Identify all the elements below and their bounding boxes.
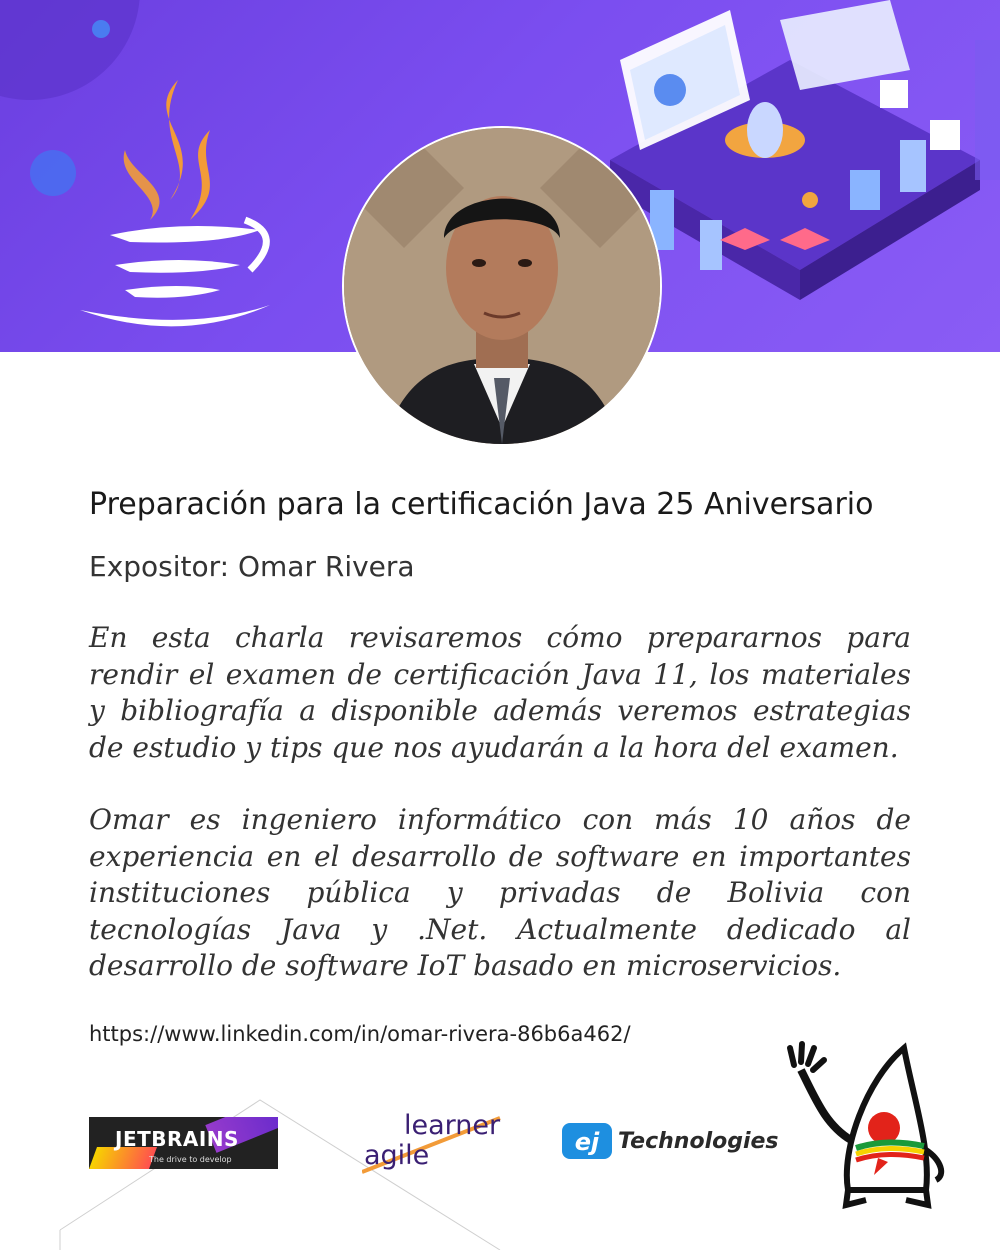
speaker-portrait xyxy=(342,126,662,446)
speaker-name: Expositor: Omar Rivera xyxy=(89,550,415,583)
agile-learner-bottom: agile xyxy=(364,1140,430,1171)
jetbrains-logo xyxy=(89,1117,278,1169)
ej-mark-text: ej xyxy=(574,1128,600,1156)
java-logo-icon xyxy=(70,70,290,340)
ej-technologies-logo xyxy=(562,1123,779,1163)
banner-dot xyxy=(92,20,110,38)
event-title: Preparación para la certificación Java 25 Aniversario xyxy=(89,487,874,522)
speaker-bio: Omar es ingeniero informático con más 10 años de experiencia en el desarrollo de software en importantes instituciones pública y privadas de Bolivia con tecnologías Java y .Net. Actualmente dedicado al desarrollo de software IoT basado en microservicios. xyxy=(89,803,911,982)
agile-learner-logo xyxy=(362,1110,502,1180)
talk-description: En esta charla revisaremos cómo prepararnos para rendir el examen de certificación Java 11, los materiales y bibliografía a disponible además veremos estrategias de estudio y tips que nos ayudarán a la hora del examen. xyxy=(89,621,911,764)
duke-mascot-icon xyxy=(786,1040,956,1210)
linkedin-link[interactable]: https://www.linkedin.com/in/omar-rivera-86b6a462/ xyxy=(89,1022,631,1046)
agile-learner-top: learner xyxy=(404,1110,501,1141)
ej-mark-icon xyxy=(562,1123,612,1159)
jetbrains-name: JETBRAINS xyxy=(115,1127,239,1151)
speaker-photo-icon xyxy=(344,128,660,444)
jetbrains-tagline: The drive to develop xyxy=(149,1155,232,1164)
ej-technologies-name: Technologies xyxy=(618,1129,779,1154)
